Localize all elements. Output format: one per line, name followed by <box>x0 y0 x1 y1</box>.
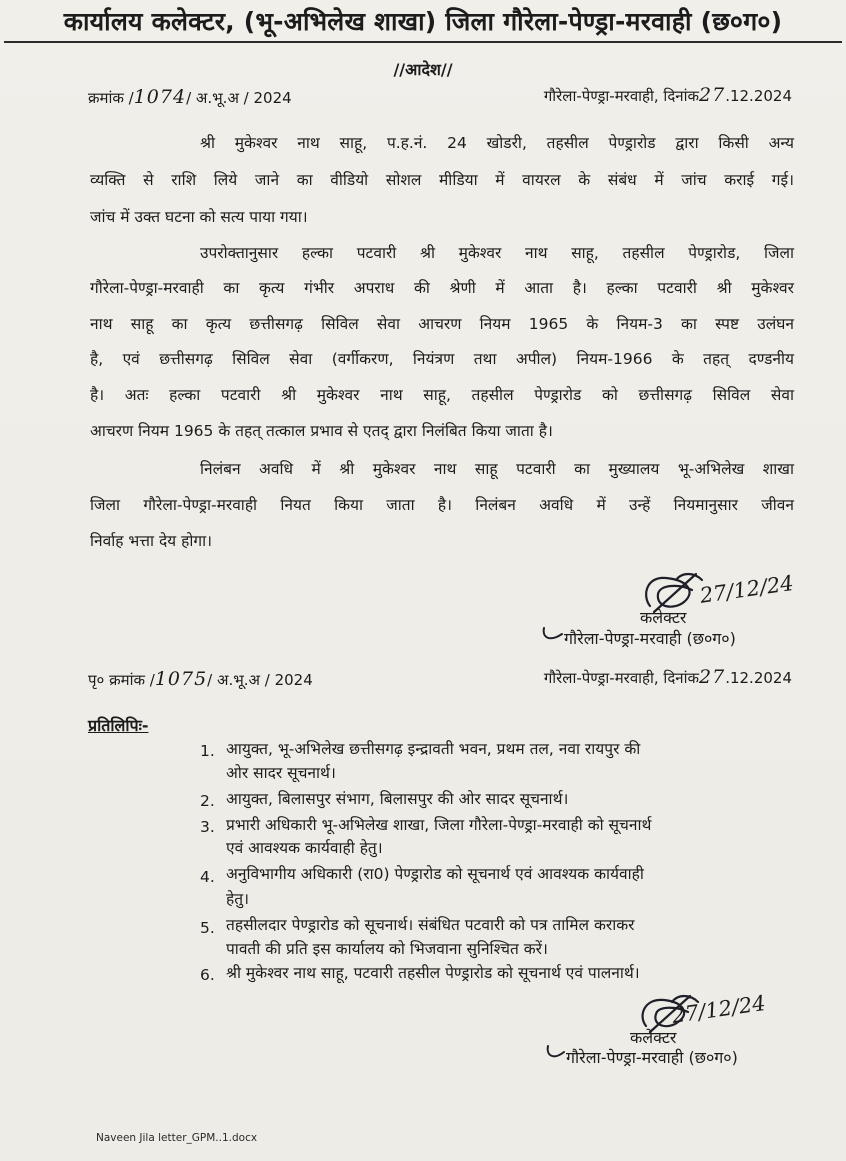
paragraph-line: जांच में उक्त घटना को सत्य पाया गया। <box>90 208 308 226</box>
copy-to-heading: प्रतिलिपिः- <box>88 716 149 735</box>
copy-item-number: 6. <box>200 966 215 984</box>
order-date-day: 27 <box>699 84 726 106</box>
endorsement-place-date <box>544 666 792 688</box>
endorsement-ref-number: 1075 <box>154 668 208 690</box>
signature-2-title: कलेक्टर <box>630 1028 677 1047</box>
endorsement-date-rest: .12.2024 <box>725 669 792 687</box>
paragraph-line: है, एवं छत्तीसगढ़ सिविल सेवा (वर्गीकरण, नियंत्रण तथा अपील) नियम-1966 के तहत् दण्डनीय <box>90 350 794 368</box>
paragraph-line: गौरेला-पेण्ड्रा-मरवाही का कृत्य गंभीर अपराध की श्रेणी में आता है। हल्का पटवारी श्री मुकेश्वर <box>90 279 794 297</box>
copy-item-line: श्री मुकेश्वर नाथ साहू, पटवारी तहसील पेण्ड्रारोड को सूचनार्थ एवं पालनार्थ। <box>226 964 640 982</box>
signature-1-office: गौरेला-पेण्ड्रा-मरवाही (छ०ग०) <box>564 629 736 648</box>
signature-2-office: गौरेला-पेण्ड्रा-मरवाही (छ०ग०) <box>566 1048 738 1067</box>
copy-item-line: अनुविभागीय अधिकारी (रा0) पेण्ड्रारोड को सूचनार्थ एवं आवश्यक कार्यवाही <box>226 865 644 883</box>
paragraph-line: निर्वाह भत्ता देय होगा। <box>90 532 212 550</box>
paragraph-line: नाथ साहू का कृत्य छत्तीसगढ़ सिविल सेवा आचरण नियम 1965 के नियम-3 का स्पष्ट उलंघन <box>90 315 794 333</box>
copy-item-number: 2. <box>200 792 215 810</box>
paragraph-line: जिला गौरेला-पेण्ड्रा-मरवाही नियत किया जाता है। निलंबन अवधि में उन्हें नियमानुसार जीवन <box>90 496 794 514</box>
copy-item-number: 4. <box>200 868 215 886</box>
copy-item-line: आयुक्त, भू-अभिलेख छत्तीसगढ़ इन्द्रावती भवन, प्रथम तल, नवा रायपुर की <box>226 740 641 758</box>
paragraph-line: उपरोक्तानुसार हल्का पटवारी श्री मुकेश्वर नाथ साहू, तहसील पेण्ड्रारोड, जिला <box>200 244 794 262</box>
order-ref-number: 1074 <box>133 86 187 108</box>
order-heading: //आदेश// <box>393 60 453 79</box>
endorsement-ref-suffix: / अ.भू.अ / 2024 <box>207 671 313 689</box>
order-date-rest: .12.2024 <box>725 87 792 105</box>
paragraph-line: है। अतः हल्का पटवारी श्री मुकेश्वर नाथ साहू, तहसील पेण्ड्रारोड को छत्तीसगढ़ सिविल सेवा <box>90 386 794 404</box>
paragraph-line: आचरण नियम 1965 के तहत् तत्काल प्रभाव से एतद् द्वारा निलंबित किया जाता है। <box>90 422 553 440</box>
copy-item-line: एवं आवश्यक कार्यवाही हेतु। <box>226 839 383 857</box>
office-header-title: कार्यालय कलेक्टर, (भू-अभिलेख शाखा) जिला गौरेला-पेण्ड्रा-मरवाही (छ०ग०) <box>63 7 783 36</box>
paragraph-line: श्री मुकेश्वर नाथ साहू, प.ह.नं. 24 खोडरी, तहसील पेण्ड्रारोड द्वारा किसी अन्य <box>200 134 794 152</box>
order-reference <box>88 86 292 108</box>
copy-item-line: प्रभारी अधिकारी भू-अभिलेख शाखा, जिला गौरेला-पेण्ड्रा-मरवाही को सूचनार्थ <box>226 816 652 834</box>
endorsement-reference <box>88 668 313 690</box>
copy-item-line: तहसीलदार पेण्ड्रारोड को सूचनार्थ। संबंधित पटवारी को पत्र तामिल कराकर <box>226 916 635 934</box>
copy-item-line: पावती की प्रति इस कार्यालय को भिजवाना सुनिश्चित करें। <box>226 940 548 958</box>
signature-flourish-2 <box>544 1042 568 1064</box>
paragraph-line: व्यक्ति से राशि लिये जाने का वीडियो सोशल मीडिया में वायरल के संबंध में जांच कराई गई। <box>90 171 794 189</box>
header-divider <box>4 41 842 43</box>
paragraph-line: निलंबन अवधि में श्री मुकेश्वर नाथ साहू पटवारी का मुख्यालय भू-अभिलेख शाखा <box>200 460 794 478</box>
signature-flourish-1 <box>540 624 566 646</box>
copy-item-line: ओर सादर सूचनार्थ। <box>226 764 336 782</box>
order-place-date-prefix: गौरेला-पेण्ड्रा-मरवाही, दिनांक <box>543 87 700 105</box>
signature-2-date: 27/12/24 <box>670 990 768 1028</box>
signature-1-date: 27/12/24 <box>698 570 796 608</box>
copy-item-line: आयुक्त, बिलासपुर संभाग, बिलासपुर की ओर सादर सूचनार्थ। <box>226 790 569 808</box>
copy-item-number: 3. <box>200 818 215 836</box>
copy-item-line: हेतु। <box>226 890 249 908</box>
order-place-date <box>544 84 792 106</box>
footer-file-name: Naveen Jila letter_GPM..1.docx <box>96 1132 258 1144</box>
signature-1-title: कलेक्टर <box>640 608 687 627</box>
order-ref-prefix: क्रमांक / <box>88 89 134 107</box>
endorsement-ref-prefix: पृ० क्रमांक / <box>88 671 155 689</box>
endorsement-date-day: 27 <box>699 666 726 688</box>
order-ref-suffix: / अ.भू.अ / 2024 <box>186 89 292 107</box>
endorsement-place-date-prefix: गौरेला-पेण्ड्रा-मरवाही, दिनांक <box>543 669 700 687</box>
copy-item-number: 1. <box>200 742 215 760</box>
copy-item-number: 5. <box>200 919 215 937</box>
